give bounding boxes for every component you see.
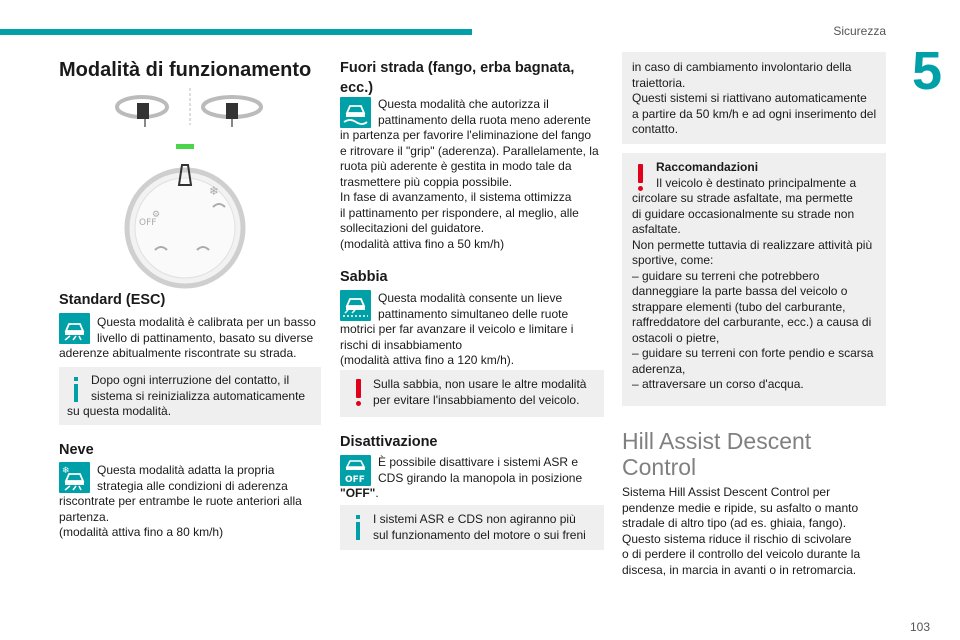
fuori-strada-description: Questa modalità che autorizza il pattinamento della ruota meno aderente in partenza per favorire l'eliminazione del fango e ritrovare il "grip" (aderenza). Parallelamente, la ruota più aderente è gestita in modo tale da trasmettere più coppia possibile. In fase di avanzamento, il sistema ottimizza il pattinamento per rispondere, al meglio, alle sollecitazioni del guidatore. (modalità attiva fino a 50 km/h) [340, 97, 599, 251]
heading-sabbia: Sabbia [340, 269, 388, 285]
info-note-reset: Dopo ogni interruzione del contatto, il sistema si reinizializza automaticamente su questa modalità. [59, 367, 321, 425]
steering-wheel-right-icon [203, 97, 261, 127]
mode-selector-illustration [115, 85, 270, 300]
dial-off-label: OFF [139, 218, 157, 228]
page-number: 103 [909, 620, 930, 634]
section-heading-modes: Modalità di funzionamento [59, 59, 312, 81]
hill-assist-description: Sistema Hill Assist Descent Control per pendenze medie e ripide, su asfalto o manto stradale di altro tipo (ad es. ghiaia, fango). Questo sistema riduce il rischio di scivolare o di perdere il controllo del veicolo durante la discesa, in marcia in avanti o in retromarcia. [622, 485, 861, 577]
svg-text:❄: ❄ [62, 466, 70, 476]
info-note-asr-continued: in caso di cambiamento involontario della traiettoria. Questi sistemi si riattivano automaticamente a partire da 50 km/h e ad ogni inserimento del contatto. [622, 52, 886, 144]
chapter-number: 5 [911, 41, 943, 101]
off-icon-label: OFF [345, 475, 365, 485]
traction-dial-icon [127, 144, 243, 286]
header-accent-bar [0, 29, 472, 35]
neve-description: Questa modalità adatta la propria strategia alle condizioni di aderenza riscontrate per entrambe le ruote anteriori alla partenza. (modalità attiva fino a 80 km/h) [59, 463, 302, 539]
steering-wheel-left-icon [117, 97, 167, 127]
heading-neve: Neve [59, 442, 94, 458]
heading-fuori-strada: Fuori strada (fango, erba bagnata, ecc.) [340, 60, 575, 96]
sabbia-description: Questa modalità consente un lieve pattinamento simultaneo delle ruote motrici per far avanzare il veicolo e limitare i rischi di insabbiamento (modalità attiva fino a 120 km/h). [340, 291, 574, 367]
disattivazione-description: È possibile disattivare i sistemi ASR e CDS girando la manopola in posizione "OFF". [340, 455, 583, 500]
warning-icon [356, 379, 361, 398]
svg-text:⚙: ⚙ [152, 210, 161, 220]
section-title: Sicurezza [833, 24, 886, 38]
chapter-tab [894, 40, 960, 102]
warning-note-recommendations: Raccomandazioni Il veicolo è destinato principalmente a circolare su strade asfaltate, ma permette di guidare occasionalmente su strade non asfaltate. Non permette tuttavia di realizzare attività più sportive, come: – guidare su terreni che potrebbero danneggiare la parte bassa del veicolo o strappare elementi (tubo del carburante, raffreddatore del carburante, ecc.) a causa di ostacoli o pietre, – guidare su terreni con forte pendio e scarsa aderenza, – attraversare un corso d'acqua. [622, 153, 886, 406]
recommendations-title: Raccomandazioni [656, 160, 759, 174]
standard-description: Questa modalità è calibrata per un basso livello di pattinamento, basato su diverse aderenze abitualmente riscontrate su strada. [59, 315, 316, 360]
heading-hill-assist: Hill Assist Descent Control [622, 428, 812, 480]
svg-text:❄: ❄ [209, 184, 220, 198]
info-note-asr: I sistemi ASR e CDS non agiranno più sul funzionamento del motore o sui freni [340, 505, 604, 550]
heading-disattivazione: Disattivazione [340, 434, 438, 450]
warning-note-sand: Sulla sabbia, non usare le altre modalità per evitare l'insabbiamento del veicolo. [340, 370, 604, 417]
heading-standard: Standard (ESC) [59, 292, 166, 308]
